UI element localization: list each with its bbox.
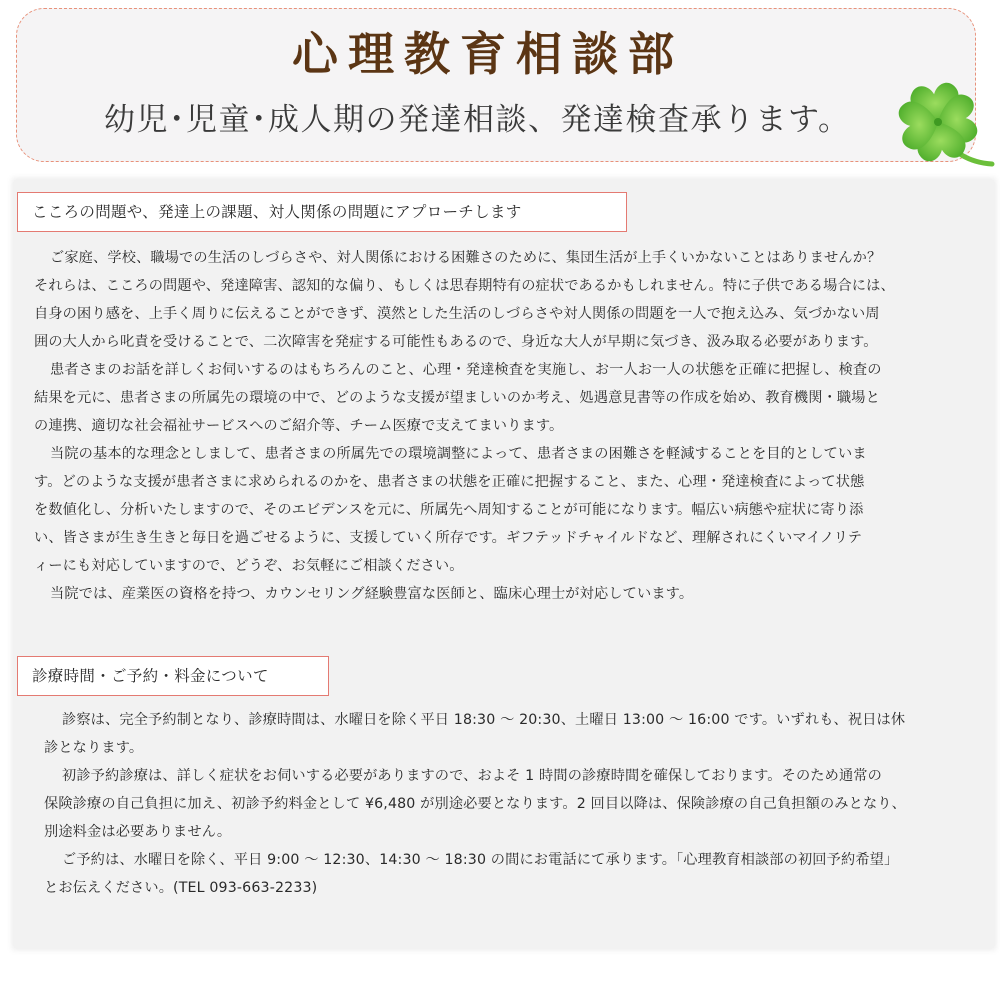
paragraph-line: 診察は、完全予約制となり、診療時間は、水曜日を除く平日 18:30 ～ 20:30、土曜日 13:00 ～ 16:00 です。いずれも、祝日は休 [62,712,906,728]
paragraph-line: す。どのような支援が患者さまに求められるのかを、患者さまの状態を正確に把握すること、また、心理・発達検査によって状態 [34,474,865,490]
section-body-hours [44,706,980,902]
paragraph-line: 囲の大人から叱責を受けることで、二次障害を発症する可能性もあるので、身近な大人が早期に気づき、汲み取る必要があります。 [34,334,878,350]
paragraph-line: 初診予約診療は、詳しく症状をお伺いする必要がありますので、およそ 1 時間の診療時間を確保しております。そのため通常の [62,768,882,784]
paragraph-line: それらは、こころの問題や、発達障害、認知的な偏り、もしくは思春期特有の症状であるかもしれません。特に子供である場合には、 [34,278,895,294]
paragraph-line: 当院では、産業医の資格を持つ、カウンセリング経験豊富な医師と、臨床心理士が対応しています。 [50,586,694,602]
paragraph-line: 患者さまのお話を詳しくお伺いするのはもちろんのこと、心理・発達検査を実施し、お一人お一人の状態を正確に把握し、検査の [50,362,882,378]
paragraph-line: ご家庭、学校、職場での生活のしづらさや、対人関係における困難さのために、集団生活が上手くいかないことはありませんか？ [50,250,882,266]
paragraph-line: 別途料金は必要ありません。 [44,824,232,840]
paragraph-line: 当院の基本的な理念としまして、患者さまの所属先での環境調整によって、患者さまの困難さを軽減することを目的としていま [50,446,867,462]
paragraph-line: 保険診療の自己負担に加え、初診予約料金として ¥6,480 が別途必要となります。2 回目以降は、保険診療の自己負担額のみとなり、 [44,796,906,812]
paragraph-line: い、皆さまが生き生きと毎日を過ごせるように、支援していく所存です。ギフテッドチャイルドなど、理解されにくいマイノリテ [34,530,863,546]
paragraph-line: とお伝えください。(TEL 093-663-2233) [44,880,318,896]
page-subtitle: 幼児･児童･成人期の発達相談、発達検査承ります。 [104,102,851,138]
paragraph-line: 結果を元に、患者さまの所属先の環境の中で、どのような支援が望ましいのか考え、処遇意見書等の作成を始め、教育機関・職場と [34,390,880,406]
section-body-approach [34,244,984,608]
paragraph-line: 診となります。 [44,740,144,756]
paragraph-line: ィーにも対応していますので、どうぞ、お気軽にご相談ください。 [34,558,464,574]
paragraph-line: 自身の困り感を、上手く周りに伝えることができず、漠然とした生活のしづらさや対人関係の問題を一人で抱え込み、気づかない周 [34,306,880,322]
paragraph-line: を数値化し、分析いたしますので、そのエビデンスを元に、所属先へ周知することが可能になります。幅広い病態や症状に寄り添 [34,502,864,518]
paragraph-line: ご予約は、水曜日を除く、平日 9:00 ～ 12:30、14:30 ～ 18:30 の間にお電話にて承ります。「心理教育相談部の初回予約希望」 [62,852,899,868]
section-heading-approach: こころの問題や、発達上の課題、対人関係の問題にアプローチします [17,192,627,232]
section-heading-hours: 診療時間・ご予約・料金について [17,656,329,696]
paragraph-line: の連携、適切な社会福祉サービスへのご紹介等、チーム医療で支えてまいります。 [34,418,564,434]
four-leaf-clover-icon [880,72,996,176]
page-title: 心理教育相談部 [292,27,684,81]
